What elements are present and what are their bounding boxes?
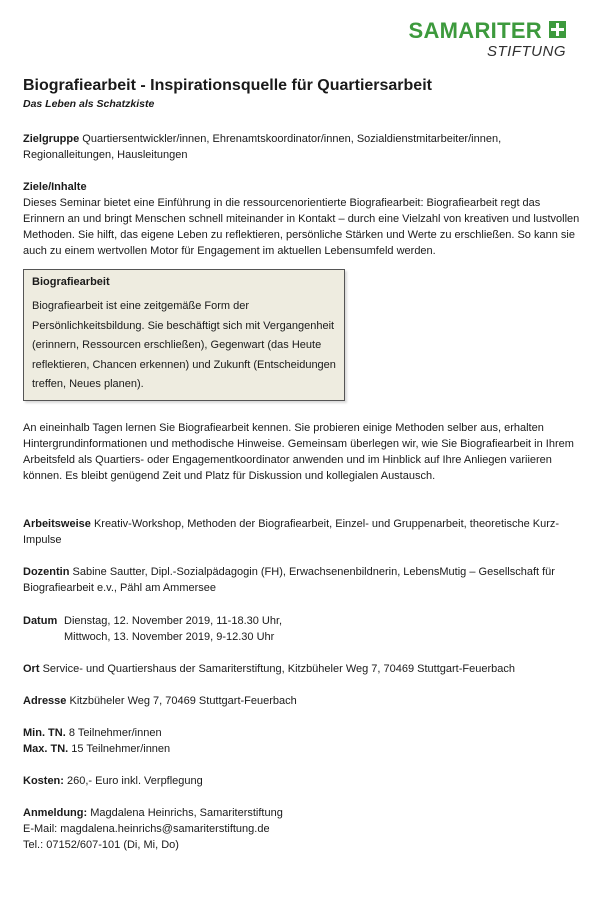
logo-cross-icon [549, 21, 566, 38]
biografiearbeit-infobox [23, 269, 345, 401]
datum-line-2: Mittwoch, 13. November 2019, 9-12.30 Uhr [64, 630, 275, 643]
ort-section [23, 661, 583, 677]
max-tn-text: 15 Teilnehmer/innen [71, 742, 171, 755]
ziele-label: Ziele/Inhalte [23, 181, 87, 193]
intro-paragraph: An eineinhalb Tagen lernen Sie Biografiearbeit kennen. Sie probieren einige Methoden selber aus, erhalten Hintergrundinformationen und methodische Hinweise. Gemeinsam überlegen wir, wie Sie Biografiearbeit in Ihrem Arbeitsfeld als Quartiers- oder Engagementkoordinator anwenden und im Hinblick auf Ihre Anliegen variieren können. Es bleibt genügend Zeit und Platz für Diskussion und kollegialen Austausch. [23, 421, 574, 482]
ziele-text: Dieses Seminar bietet eine Einführung in die ressourcenorientierte Biografiearbeit: Biografiearbeit regt das Erinnern an und bringt Menschen schnell miteinander in Kontakt – durch eine Vielzahl von kreativen und lustvollen Methoden. Sie hilft, das eigene Leben zu reflektieren, persönliche Stärken und Werte zu erschließen. So kann sie auch zu einem wertvollen Motor für Engagement im aktuellen Lebensumfeld werden. [23, 197, 580, 257]
min-tn-row [23, 725, 583, 741]
email-address[interactable]: magdalena.heinrichs@samariterstiftung.de [60, 822, 270, 835]
kosten-label: Kosten: [23, 774, 64, 787]
infobox-text: Biografiearbeit ist eine zeitgemäße Form der Persönlichkeitsbildung. Sie beschäftigt sich mit Vergangenheit (erinnern, Ressourcen erschließen), Gegenwart (das Heute reflektieren, Chancen erkennen) und Zukunft (Entscheidungen treffen, Neues planen). [32, 300, 336, 390]
adresse-text: Kitzbüheler Weg 7, 70469 Stuttgart-Feuerbach [69, 694, 297, 707]
adresse-label: Adresse [23, 694, 67, 707]
arbeitsweise-section [23, 516, 583, 548]
kosten-section [23, 773, 583, 789]
dozentin-text: Sabine Sautter, Dipl.-Sozialpädagogin (FH), Erwachsenenbildnerin, LebensMutig – Gesellschaft für Biografiearbeit e.v., Pähl am Ammersee [23, 565, 555, 594]
page-subtitle: Das Leben als Schatzkiste [23, 98, 155, 110]
logo-wordmark: SAMARITER [408, 18, 542, 43]
zielgruppe-label: Zielgruppe [23, 133, 80, 145]
datum-label: Datum [23, 614, 58, 627]
infobox-title: Biografiearbeit [32, 276, 110, 288]
teilnehmer-section [23, 725, 583, 757]
samariter-logo [378, 18, 568, 62]
email-label: E-Mail: [23, 822, 58, 835]
arbeitsweise-text: Kreativ-Workshop, Methoden der Biografiearbeit, Einzel- und Gruppenarbeit, theoretische Kurz-Impulse [23, 517, 560, 546]
max-tn-row [23, 741, 583, 757]
adresse-section [23, 693, 583, 709]
datum-section [23, 613, 583, 645]
logo-subline: STIFTUNG [487, 43, 566, 60]
min-tn-label: Min. TN. [23, 726, 66, 739]
document-body [23, 76, 583, 853]
zielgruppe-section [23, 131, 583, 163]
anmeldung-section [23, 805, 583, 853]
anmeldung-text: Magdalena Heinrichs, Samariterstiftung [90, 806, 283, 819]
kosten-text: 260,- Euro inkl. Verpflegung [67, 774, 203, 787]
dozentin-section [23, 564, 583, 596]
page-title: Biografiearbeit - Inspirationsquelle für Quartiersarbeit [23, 77, 432, 94]
ort-label: Ort [23, 662, 40, 675]
ziele-section [23, 179, 583, 259]
tel-number: 07152/607-101 (Di, Mi, Do) [46, 838, 179, 851]
anmeldung-label: Anmeldung: [23, 806, 88, 819]
min-tn-text: 8 Teilnehmer/innen [68, 726, 162, 739]
arbeitsweise-label: Arbeitsweise [23, 517, 91, 530]
zielgruppe-text: Quartiersentwickler/innen, Ehrenamtskoordinator/innen, Sozialdienstmitarbeiter/innen, Regionalleitungen, Hausleitungen [23, 133, 502, 161]
dozentin-label: Dozentin [23, 565, 70, 578]
ort-text: Service- und Quartiershaus der Samariterstiftung, Kitzbüheler Weg 7, 70469 Stuttgart-Feuerbach [42, 662, 515, 675]
datum-line-1: Dienstag, 12. November 2019, 11-18.30 Uhr, [64, 614, 283, 627]
max-tn-label: Max. TN. [23, 742, 69, 755]
tel-label: Tel.: [23, 838, 44, 851]
